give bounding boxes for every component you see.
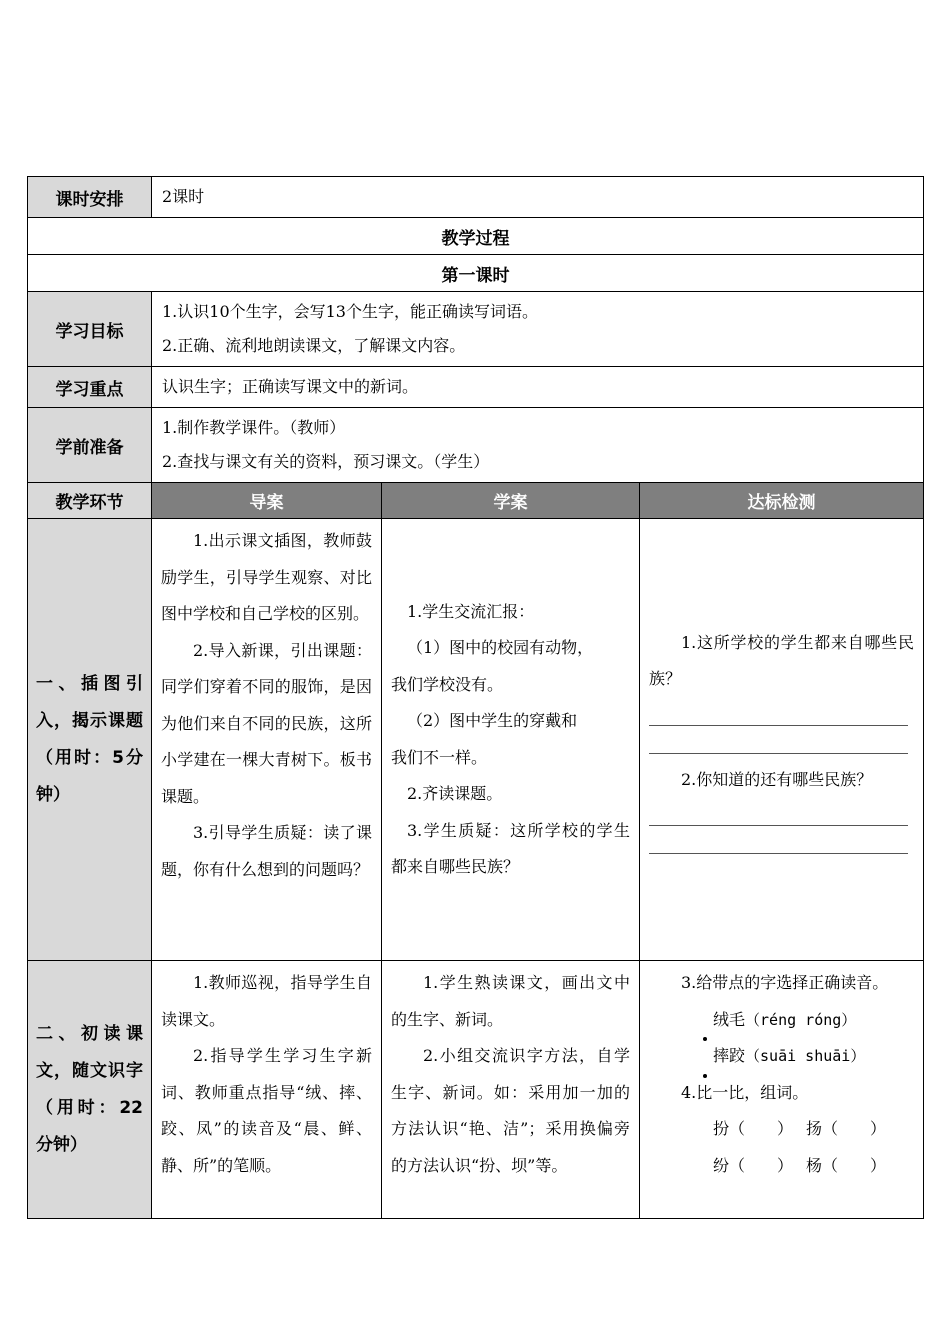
stage1-study-item: （2）图中学生的穿戴和 (407, 711, 578, 730)
stage1-study-item: 1.学生交流汇报： (407, 601, 535, 621)
stage1-name: 一、插图引入，揭示课题（用时：5分钟） (28, 519, 152, 961)
stage2-check-q4: 4.比一比，组词。 (681, 1082, 809, 1102)
stage1-study-item: 我们不一样。 (391, 747, 488, 767)
focus-label: 学习重点 (28, 367, 152, 408)
compare-item: 扬（ ） (806, 1119, 887, 1138)
stage2-study (382, 961, 640, 1219)
goal-item: 1.认识10个生字，会写13个生字，能正确读写词语。 (162, 302, 538, 321)
focus-value: 认识生字；正确读写课文中的新词。 (152, 367, 924, 408)
goals-label: 学习目标 (28, 292, 152, 367)
stage2-guide-item: 1.教师巡视，指导学生自读课文。 (161, 973, 372, 1029)
stage2-row (28, 961, 924, 1219)
goals-content (152, 292, 924, 367)
period-title-row (28, 255, 924, 292)
compare-item: 纷（ ） (713, 1155, 794, 1175)
schedule-label: 课时安排 (28, 177, 152, 218)
process-title-row (28, 218, 924, 255)
pinyin-item-1: 绒毛（réng róng） (649, 1002, 914, 1039)
stage2-name: 二、初读课文，随文识字（用时：22分钟） (28, 961, 152, 1219)
answer-line (649, 826, 908, 854)
stage2-study-item: 1.学生熟读课文，画出文中的生字、新词。 (391, 973, 630, 1029)
col-guide-header: 导案 (152, 483, 382, 519)
stage1-check-q1: 1.这所学校的学生都来自哪些民族？ (649, 632, 914, 689)
stage2-guide-item: 2.指导学生学习生字新词、教师重点指导“绒、摔、跤、凤”的读音及“晨、鲜、静、所”的笔顺。 (161, 1046, 372, 1175)
schedule-value: 2课时 (152, 177, 924, 218)
stage2-check (640, 961, 924, 1219)
stage1-study-item: （1）图中的校园有动物， (407, 638, 594, 657)
stage2-guide (152, 961, 382, 1219)
answer-line (649, 798, 908, 826)
stage1-study-item: 3.学生质疑：这所学校的学生都来自哪些民族？ (391, 820, 630, 876)
period-title: 第一课时 (28, 255, 924, 292)
compare-row (649, 1111, 914, 1148)
compare-row (649, 1148, 914, 1185)
prep-item: 2.查找与课文有关的资料，预习课文。（学生） (162, 452, 490, 471)
stage1-guide-item: 3.引导学生质疑：读了课题，你有什么想到的问题吗？ (161, 823, 372, 879)
stage1-row (28, 519, 924, 961)
prep-row (28, 408, 924, 483)
stage2-check-q3: 3.给带点的字选择正确读音。 (681, 973, 889, 992)
compare-item: 扮（ ） (713, 1119, 794, 1138)
col-stage-header: 教学环节 (28, 483, 152, 519)
compare-item: 杨（ ） (806, 1155, 887, 1175)
col-check-header: 达标检测 (640, 483, 924, 519)
stage1-study-item: 我们学校没有。 (391, 674, 504, 694)
goal-item: 2.正确、流利地朗读课文，了解课文内容。 (162, 336, 466, 355)
answer-line (649, 726, 908, 754)
prep-label: 学前准备 (28, 408, 152, 483)
stage2-study-item: 2.小组交流识字方法，自学生字、新词。如：采用加一加的方法认识“艳、洁”；采用换偏旁的方法认识“扮、坝”等。 (391, 1046, 630, 1175)
stage1-check-q2: 2.你知道的还有哪些民族？ (681, 769, 873, 789)
schedule-row (28, 177, 924, 218)
stage1-study (382, 519, 640, 961)
process-title: 教学过程 (28, 218, 924, 255)
goals-row (28, 292, 924, 367)
pinyin-item-2: 摔跤（suāi shuāi） (649, 1038, 914, 1075)
stage1-guide-item: 2.导入新课，引出课题：同学们穿着不同的服饰，是因为他们来自不同的民族，这所小学建在一棵大青树下。板书课题。 (161, 640, 372, 806)
prep-item: 1.制作教学课件。（教师） (162, 418, 346, 437)
prep-content (152, 408, 924, 483)
stage1-study-item: 2.齐读课题。 (407, 784, 503, 803)
stage1-guide-item: 1.出示课文插图，教师鼓励学生，引导学生观察、对比图中学校和自己学校的区别。 (161, 531, 372, 623)
answer-line (649, 698, 908, 726)
stage1-guide (152, 519, 382, 961)
lesson-plan-table (27, 176, 924, 1219)
column-header-row (28, 483, 924, 519)
focus-row (28, 367, 924, 408)
col-study-header: 学案 (382, 483, 640, 519)
stage1-check (640, 519, 924, 961)
